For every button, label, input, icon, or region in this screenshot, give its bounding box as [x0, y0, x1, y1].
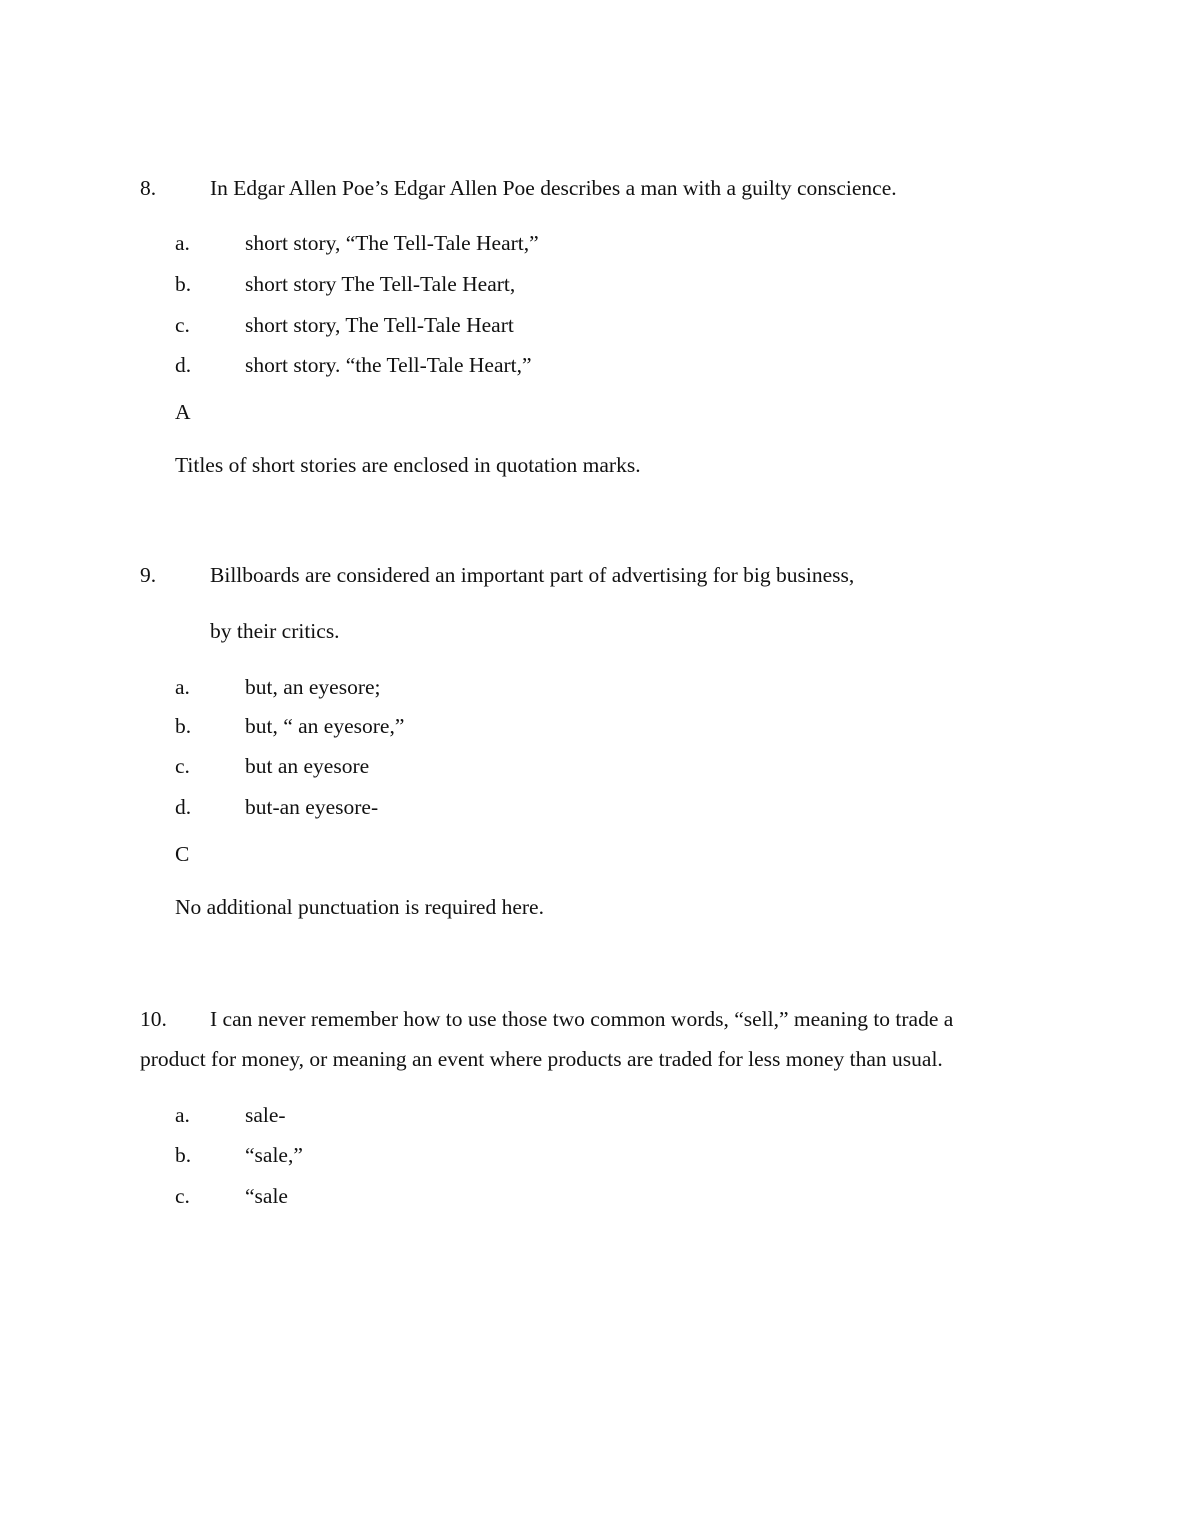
- answer-key: C: [175, 842, 190, 866]
- option-text: short story, “The Tell-Tale Heart,”: [245, 231, 539, 255]
- option-letter: c.: [175, 1184, 190, 1208]
- question-stem-continued: product for money, or meaning an event where products are traded for less money than usual.: [140, 1047, 943, 1071]
- option-text: sale-: [245, 1103, 286, 1127]
- option-letter: a.: [175, 231, 190, 255]
- option-letter: d.: [175, 353, 192, 377]
- option-text: but an eyesore: [245, 754, 370, 778]
- option-letter: d.: [175, 795, 192, 819]
- option-text: “sale,”: [245, 1143, 303, 1167]
- option-letter: c.: [175, 754, 190, 778]
- question-number: 8.: [140, 176, 157, 200]
- question-number: 10.: [140, 1007, 167, 1031]
- option-letter: a.: [175, 675, 190, 699]
- option-letter: b.: [175, 1143, 192, 1167]
- answer-explanation: Titles of short stories are enclosed in quotation marks.: [175, 453, 641, 477]
- option-letter: c.: [175, 313, 190, 337]
- answer-key: A: [175, 400, 191, 424]
- option-letter: a.: [175, 1103, 190, 1127]
- question-stem: I can never remember how to use those two common words, “sell,” meaning to trade a: [210, 1007, 954, 1031]
- question-stem-continued: by their critics.: [210, 619, 340, 643]
- option-text: short story, The Tell-Tale Heart: [245, 313, 514, 337]
- option-text: “sale: [245, 1184, 288, 1208]
- question-stem: Billboards are considered an important part of advertising for big business,: [210, 563, 855, 587]
- option-text: but, “ an eyesore,”: [245, 714, 405, 738]
- answer-explanation: No additional punctuation is required here.: [175, 895, 544, 919]
- option-letter: b.: [175, 272, 192, 296]
- question-number: 9.: [140, 563, 157, 587]
- option-text: but-an eyesore-: [245, 795, 379, 819]
- option-text: but, an eyesore;: [245, 675, 381, 699]
- option-text: short story The Tell-Tale Heart,: [245, 272, 516, 296]
- option-text: short story. “the Tell-Tale Heart,”: [245, 353, 532, 377]
- question-stem: In Edgar Allen Poe’s Edgar Allen Poe describes a man with a guilty conscience.: [210, 176, 897, 200]
- option-letter: b.: [175, 714, 192, 738]
